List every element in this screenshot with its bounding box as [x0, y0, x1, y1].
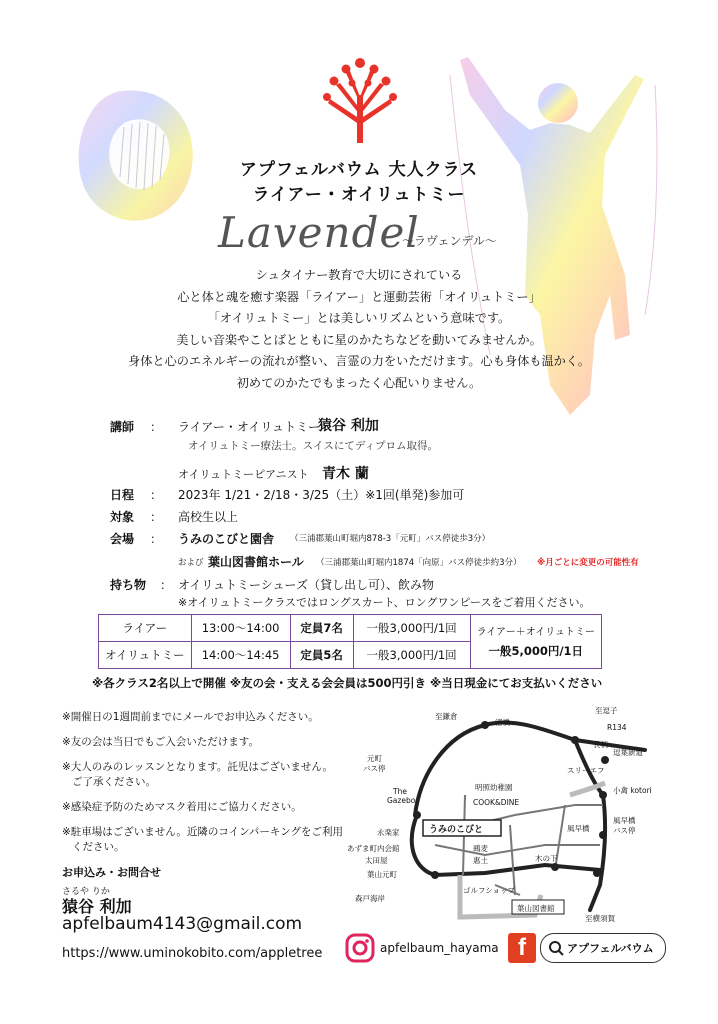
contact-email[interactable]: apfelbaum4143@gmail.com: [62, 914, 303, 934]
fee-note: ※各クラス2名以上で開催 ※友の会・支える会会員は500円引き ※当日現金にてお支払いください: [92, 676, 603, 690]
target-label: 対象: [110, 510, 135, 524]
note-item: ※開催日の1週間前までにメールでお申込みください。: [62, 711, 319, 723]
map-label: 渚橋: [495, 718, 510, 727]
map-label: 風早橋: [613, 816, 636, 825]
fee-table: [98, 614, 602, 669]
colon: ：: [150, 510, 163, 524]
map-label: 至鎌倉: [435, 712, 458, 721]
instructor2-name: 青木 蘭: [322, 466, 369, 482]
schedule-value: 2023年 1/21・2/18・3/25（土）※1回(単発)参加可: [178, 488, 465, 502]
map-label: 元町: [367, 754, 382, 763]
intro-line: 「オイリュトミー」とは美しいリズムという意味です。: [207, 311, 511, 325]
items-value: オイリュトミーシューズ（貸し出し可）、飲み物: [178, 578, 434, 592]
map-label: 至横須賀: [585, 914, 615, 923]
note-item: ご了承ください。: [72, 776, 156, 788]
map-label: 逗葉新道: [613, 748, 643, 757]
map-label: 葉山元町: [367, 870, 397, 879]
class-time: 13:00～14:00: [191, 615, 290, 642]
map-label: 葉山図書館: [517, 904, 555, 913]
map-label: COOK&DINE: [473, 798, 520, 807]
instructor1-note: オイリュトミー療法士。スイスにてディプロム取得。: [188, 440, 439, 452]
note-item: ※大人のみのレッスンとなります。託児はございません。: [62, 761, 333, 773]
map-label: バス停: [613, 826, 636, 835]
map-label: 鵐麦: [473, 844, 488, 853]
intro-line: 美しい音楽やことばとともに星のかたちなどを動いてみませんか。: [176, 332, 542, 347]
instructor2-role: オイリュトミーピアニスト: [178, 468, 309, 481]
search-box[interactable]: [540, 933, 666, 963]
class-name: オイリュトミー: [99, 642, 192, 669]
search-term: アプフェルバウム: [567, 942, 654, 955]
venue1-name: うみのこびと園舎: [178, 532, 275, 546]
colon: ：: [150, 488, 163, 502]
venue-label: 会場: [110, 532, 135, 546]
map-label: The: [393, 787, 407, 796]
map-label: 太田屋: [365, 856, 388, 865]
venue1-address: （三浦郡葉山町堀内878-3「元町」バス停徒歩3分）: [290, 534, 491, 544]
lavendel-kana: ～ラヴェンデル～: [402, 234, 497, 248]
class-price: 一般3,000円/1回: [353, 642, 470, 669]
class-time: 14:00～14:45: [191, 642, 290, 669]
instructor-label: 講師: [110, 420, 135, 434]
combo-cell: [470, 615, 601, 669]
venue-warning: ※月ごとに変更の可能性有: [537, 558, 639, 568]
venue2-name: 葉山図書館ホール: [208, 555, 304, 569]
note-item: ※友の会は当日でもご入会いただけます。: [62, 736, 259, 748]
note-item: ※駐車場はございません。近隣のコインパーキングをご利用: [62, 826, 344, 838]
class-capacity: 定員7名: [290, 615, 353, 642]
colon: ：: [160, 578, 173, 592]
website-url[interactable]: https://www.uminokobito.com/appletree: [62, 946, 323, 961]
class-subtitle: ライアー・オイリュトミー: [252, 185, 466, 205]
schedule-label: 日程: [110, 488, 135, 502]
contact-heading: お申込み・お問合せ: [62, 866, 161, 879]
lavendel-title: Lavendel: [218, 208, 420, 257]
map-label: 惠土: [473, 856, 488, 865]
map-label: あずま町内会館: [347, 844, 400, 853]
access-map: [345, 695, 655, 925]
map-label: 木の下: [535, 854, 558, 863]
map-label: バス停: [363, 764, 386, 773]
combo-label: ライアー＋オイリュトミー: [476, 626, 595, 638]
map-label: R134: [607, 723, 627, 732]
map-label: ゴルフショップ: [463, 886, 516, 895]
intro-line: 初めてのかたでもまったく心配いりません。: [236, 375, 482, 390]
map-label: 小禽 kotori: [613, 786, 652, 795]
facebook-icon[interactable]: f: [508, 933, 536, 963]
intro-line: シュタイナー教育で大切にされている: [255, 268, 463, 282]
colon: ：: [150, 420, 163, 434]
map-label: うみのこびと: [429, 825, 484, 835]
class-title: アプフェルバウム 大人クラス: [239, 160, 479, 180]
map-label: 至逗子: [595, 706, 618, 715]
class-name: ライアー: [99, 615, 192, 642]
instructor1-name: 猿谷 利加: [318, 418, 379, 434]
instagram-handle[interactable]: apfelbaum_hayama: [380, 941, 499, 955]
items-label: 持ち物: [110, 578, 147, 592]
instructor1-role: ライアー・オイリュトミー: [178, 420, 320, 434]
eurythmy-dancer-illustration: [430, 55, 680, 455]
class-price: 一般3,000円/1回: [353, 615, 470, 642]
map-label: Gazebo: [387, 796, 416, 805]
class-capacity: 定員5名: [290, 642, 353, 669]
table-row: [99, 615, 602, 642]
venue2-address: （三浦郡葉山町堀内1874「向原」バス停徒歩約3分）: [316, 558, 522, 568]
colon: ：: [150, 532, 163, 546]
note-item: ※感染症予防のためマスク着用にご協力ください。: [62, 801, 302, 813]
items-note: ※オイリュトミークラスではロングスカート、ロングワンピースをご着用ください。: [178, 596, 591, 609]
map-label: 森戸海岸: [355, 894, 385, 903]
contact-name: 猿谷 利加: [62, 897, 132, 916]
instagram-icon[interactable]: [345, 933, 375, 963]
intro-line: 身体と心のエネルギーの流れが整い、言霊の力をいただけます。心も身体も温かく。: [128, 354, 590, 368]
map-label: 風早橋: [567, 824, 590, 833]
contact-ruby: さるや りか: [62, 887, 110, 897]
map-label: 永楽家: [377, 828, 400, 837]
venue2-prefix: および: [178, 558, 204, 568]
map-label: 明照幼稚園: [475, 783, 513, 792]
intro-line: 心と体と魂を癒す楽器「ライアー」と運動芸術「オイリュトミー」: [177, 289, 541, 304]
map-label: スリーエフ: [567, 766, 605, 775]
apple-tree-logo: [322, 55, 398, 145]
combo-price: 一般5,000円/1日: [488, 643, 584, 658]
target-value: 高校生以上: [178, 510, 239, 524]
intro-text: [0, 265, 718, 394]
search-icon: [548, 940, 564, 956]
map-label: 長柄: [593, 740, 608, 749]
note-item: ください。: [72, 841, 125, 853]
